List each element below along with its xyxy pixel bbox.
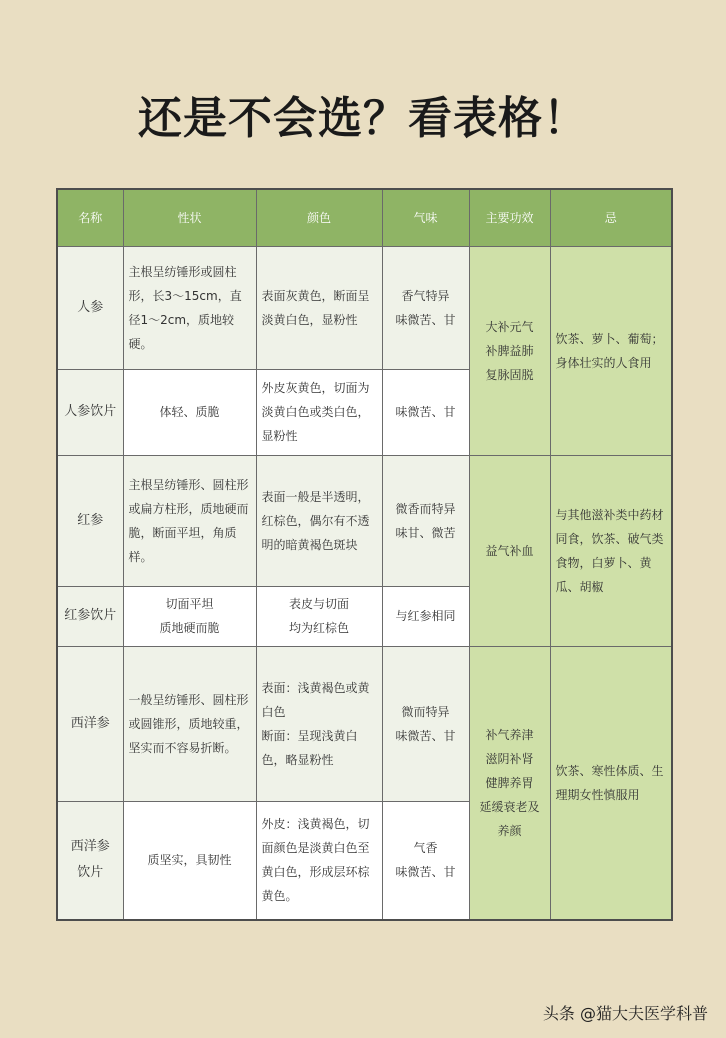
- row-shape: 切面平坦 质地硬而脆: [123, 586, 256, 646]
- table-row: [57, 456, 672, 587]
- row-shape: 主根呈纺锤形或圆柱形，长3～15cm，直径1～2cm，质地较硬。: [123, 247, 256, 370]
- row-name: 红参: [57, 456, 123, 587]
- group-effect: 大补元气 补脾益肺 复脉固脱: [469, 247, 550, 456]
- header-row: [57, 189, 672, 247]
- row-shape: 主根呈纺锤形、圆柱形或扁方柱形，质地硬而脆，断面平坦，角质样。: [123, 456, 256, 587]
- row-smell: 微而特异 味微苦、甘: [382, 647, 469, 802]
- row-color: 表皮与切面 均为红棕色: [256, 586, 382, 646]
- header-shape: 性状: [123, 189, 256, 247]
- header-effect: 主要功效: [469, 189, 550, 247]
- page-title: 还是不会选？看表格！: [138, 93, 588, 144]
- table-row: [57, 247, 672, 370]
- row-smell: 香气特异 味微苦、甘: [382, 247, 469, 370]
- row-smell: 微香而特异 味甘、微苦: [382, 456, 469, 587]
- row-shape: 质坚实，具韧性: [123, 801, 256, 920]
- group-avoid: 饮茶、寒性体质、生理期女性慎服用: [550, 647, 672, 920]
- group-effect: 益气补血: [469, 456, 550, 647]
- table-row: [57, 647, 672, 802]
- row-name: 人参饮片: [57, 369, 123, 455]
- row-name: 西洋参: [57, 647, 123, 802]
- header-name: 名称: [57, 189, 123, 247]
- group-avoid: 饮茶、萝卜、葡萄；身体壮实的人食用: [550, 247, 672, 456]
- row-name: 人参: [57, 247, 123, 370]
- header-avoid: 忌: [550, 189, 672, 247]
- row-color: 外皮灰黄色，切面为淡黄白色或类白色，显粉性: [256, 369, 382, 455]
- group-effect: 补气养津 滋阴补肾 健脾养胃 延缓衰老及养颜: [469, 647, 550, 920]
- row-shape: 体轻、质脆: [123, 369, 256, 455]
- row-color: 表面：浅黄褐色或黄白色 断面：呈现浅黄白色，略显粉性: [256, 647, 382, 802]
- source-watermark: 头条 @猫大夫医学科普: [542, 1004, 708, 1023]
- header-color: 颜色: [256, 189, 382, 247]
- row-smell: 味微苦、甘: [382, 369, 469, 455]
- header-smell: 气味: [382, 189, 469, 247]
- ginseng-comparison-table: [56, 188, 673, 921]
- row-smell: 气香 味微苦、甘: [382, 801, 469, 920]
- group-avoid: 与其他滋补类中药材同食，饮茶、破气类食物，白萝卜、黄瓜、胡椒: [550, 456, 672, 647]
- row-name: 西洋参 饮片: [57, 801, 123, 920]
- row-color: 表面灰黄色，断面呈淡黄白色，显粉性: [256, 247, 382, 370]
- row-smell: 与红参相同: [382, 586, 469, 646]
- row-name: 红参饮片: [57, 586, 123, 646]
- row-color: 外皮：浅黄褐色，切面颜色是淡黄白色至黄白色，形成层环棕黄色。: [256, 801, 382, 920]
- row-color: 表面一般是半透明，红棕色，偶尔有不透明的暗黄褐色斑块: [256, 456, 382, 587]
- row-shape: 一般呈纺锤形、圆柱形或圆锥形，质地较重，坚实而不容易折断。: [123, 647, 256, 802]
